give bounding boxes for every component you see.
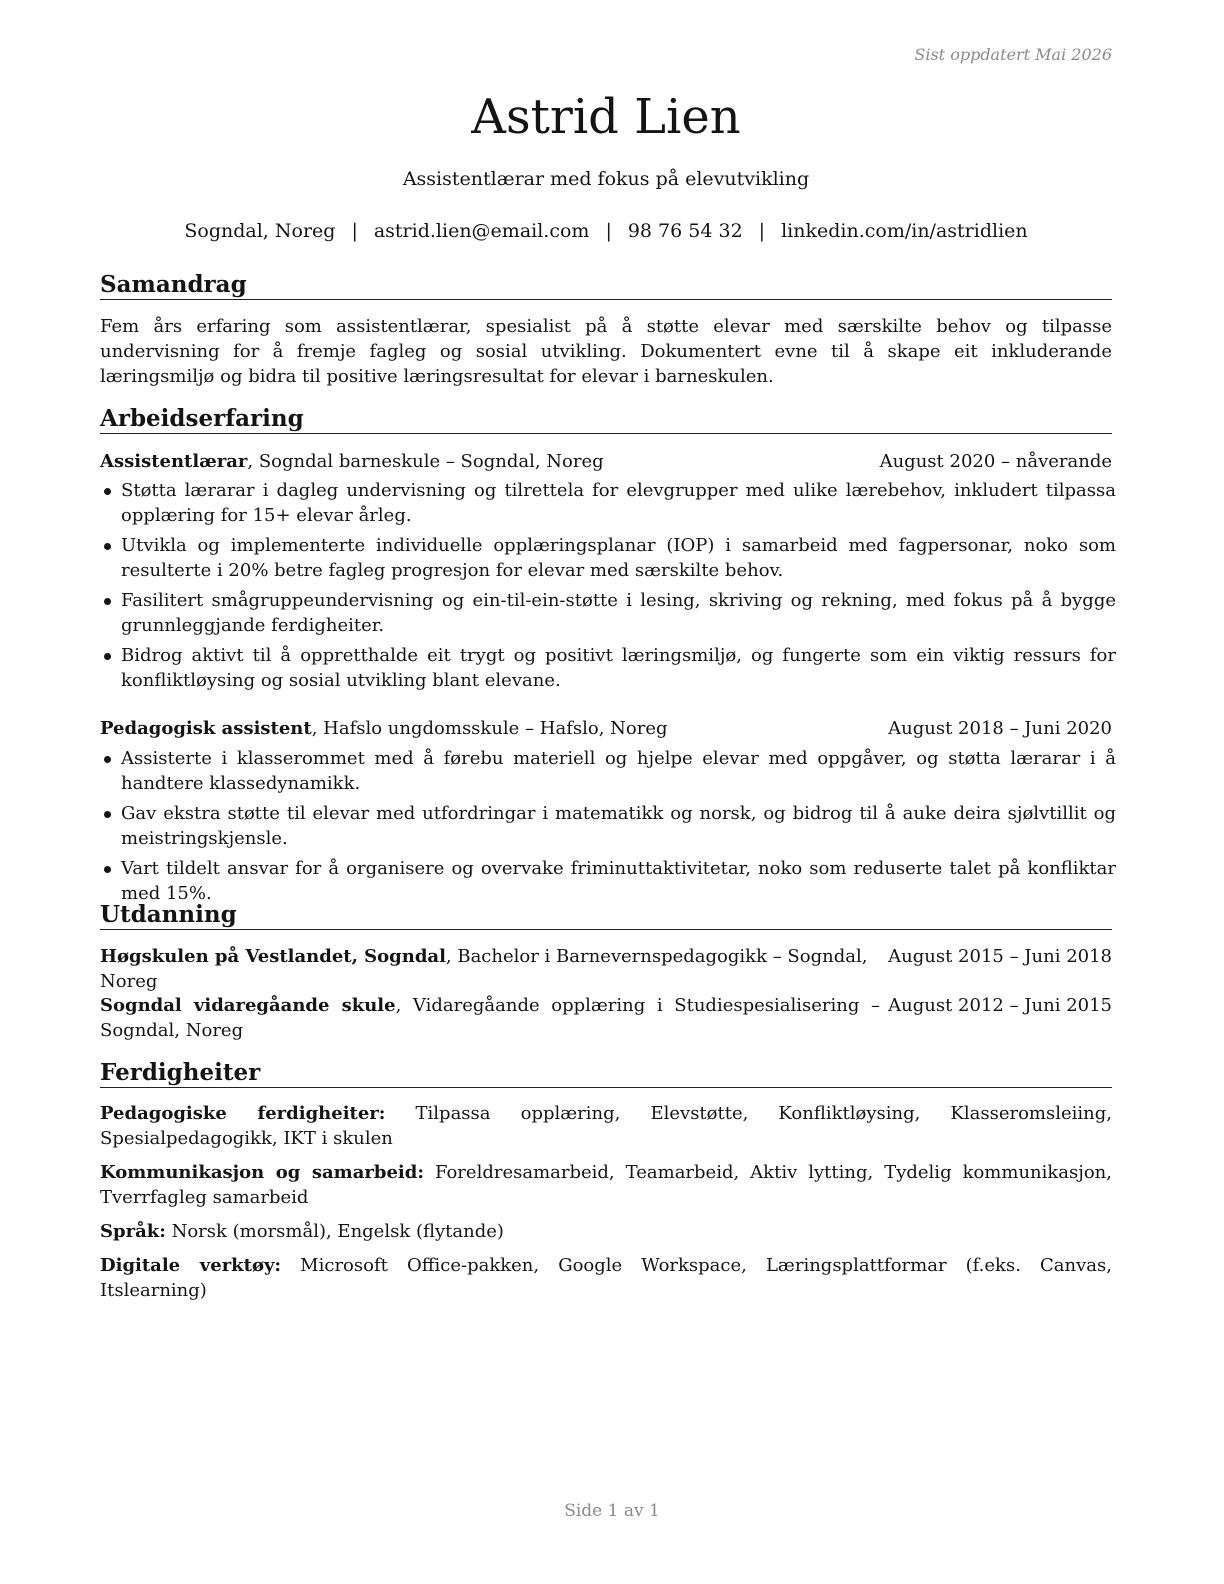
tagline: Assistentlærar med fokus på elevutvikling (402, 168, 810, 190)
skill-value: Tilpassa opplæring, Elevstøtte, Konfliktløysing, Klasseromsleiing, Spesialpedagogikk, IKT i skulen (100, 1103, 1112, 1149)
contact-separator: | (758, 220, 766, 242)
skill-label: Språk: (100, 1221, 166, 1242)
education-school-line (100, 993, 880, 1043)
page-number: Side 1 av 1 (564, 1501, 660, 1521)
skill-value: Norsk (morsmål), Engelsk (flytande) (165, 1221, 504, 1242)
job-title: Pedagogisk assistent (100, 718, 312, 739)
bullet-item: Gav ekstra støtte til elevar med utfordringar i matematikk og norsk, og bidrog til å auke deira sjølvtillit og meistringskjensle. (100, 801, 1116, 851)
job-dates: August 2018 – Juni 2020 (888, 718, 1112, 739)
education-dates: August 2012 – Juni 2015 (888, 995, 1112, 1016)
skill-row (100, 1219, 1112, 1244)
last-updated: Sist oppdatert Mai 2026 (914, 45, 1112, 64)
education-school-line (100, 944, 880, 994)
skill-row (100, 1160, 1112, 1210)
job-employer: , Hafslo ungdomsskule – Hafslo, Noreg (311, 718, 668, 739)
section-heading-skills: Ferdigheiter (100, 1060, 1112, 1088)
contact-linkedin[interactable]: linkedin.com/in/astridlien (781, 220, 1028, 242)
job-header (100, 449, 1112, 474)
education-degree: , Bachelor i Barnevernspedagogikk – Sogndal, Noreg (100, 946, 868, 992)
skill-value: Microsoft Office-pakken, Google Workspace, Læringsplattformar (f.eks. Canvas, Itslearning) (100, 1255, 1112, 1301)
contact-email[interactable]: astrid.lien@email.com (373, 220, 590, 242)
job-bullets (100, 746, 1116, 911)
skill-label: Kommunikasjon og samarbeid: (100, 1162, 424, 1183)
education-school: Sogndal vidaregåande skule (100, 995, 396, 1016)
section-heading-summary: Samandrag (100, 272, 1112, 300)
skill-row (100, 1253, 1112, 1303)
education-entry (100, 944, 1112, 994)
contact-separator: | (605, 220, 612, 242)
bullet-item: Assisterte i klasserommet med å førebu materiell og hjelpe elevar med oppgåver, og støtta lærarar i å handtere klassedynamikk. (100, 746, 1116, 796)
education-school: Høgskulen på Vestlandet, Sogndal (100, 946, 446, 967)
bullet-item: Bidrog aktivt til å oppretthalde eit trygt og positivt læringsmiljø, og fungerte som ein viktig ressurs for konfliktløysing og sosial utvikling blant elevane. (100, 643, 1116, 693)
bullet-item: Utvikla og implementerte individuelle opplæringsplanar (IOP) i samarbeid med fagpersonar, noko som resulterte i 20% betre fagleg progresjon for elevar med særskilte behov. (100, 533, 1116, 583)
job-header (100, 716, 1112, 741)
job-title-line (100, 716, 668, 741)
skill-row (100, 1101, 1112, 1151)
skill-value: Foreldresamarbeid, Teamarbeid, Aktiv lytting, Tydelig kommunikasjon, Tverrfagleg samarbeid (100, 1162, 1112, 1208)
job-title-line (100, 449, 604, 474)
section-heading-experience: Arbeidserfaring (100, 406, 1112, 434)
summary-text: Fem års erfaring som assistentlærar, spesialist på å støtte elevar med særskilte behov og tilpasse undervisning for å fremje fagleg og sosial utvikling. Dokumentert evne til å skape eit inkluderande læringsmiljø og bidra til positive læringsresultat for elevar i barneskulen. (100, 316, 1112, 387)
job-title: Assistentlærar (100, 451, 248, 472)
education-degree: , Vidaregåande opplæring i Studiespesialisering – Sogndal, Noreg (100, 995, 880, 1041)
bullet-item: Fasilitert smågruppeundervisning og ein-til-ein-støtte i lesing, skriving og rekning, med fokus på å bygge grunnleggjande ferdigheiter. (100, 588, 1116, 638)
job-bullets (100, 478, 1116, 698)
job-dates: August 2020 – nåverande (879, 451, 1112, 472)
education-entry (100, 993, 1112, 1043)
bullet-item: Støtta lærarar i dagleg undervisning og tilrettela for elevgrupper med ulike lærebehov, inkludert tilpassa opplæring for 15+ elevar årleg. (100, 478, 1116, 528)
contact-phone: 98 76 54 32 (627, 220, 743, 242)
skill-label: Digitale verktøy: (100, 1255, 282, 1276)
contact-line (100, 219, 1112, 243)
job-employer: , Sogndal barneskule – Sogndal, Noreg (247, 451, 604, 472)
education-dates: August 2015 – Juni 2018 (888, 946, 1112, 967)
contact-separator: | (351, 220, 358, 242)
skill-label: Pedagogiske ferdigheiter: (100, 1103, 386, 1124)
candidate-name: Astrid Lien (471, 89, 741, 145)
contact-location: Sogndal, Noreg (184, 220, 336, 242)
section-heading-education: Utdanning (100, 902, 1112, 930)
bullet-item: Vart tildelt ansvar for å organisere og overvake friminuttaktivitetar, noko som reduserte talet på konfliktar med 15%. (100, 856, 1116, 906)
